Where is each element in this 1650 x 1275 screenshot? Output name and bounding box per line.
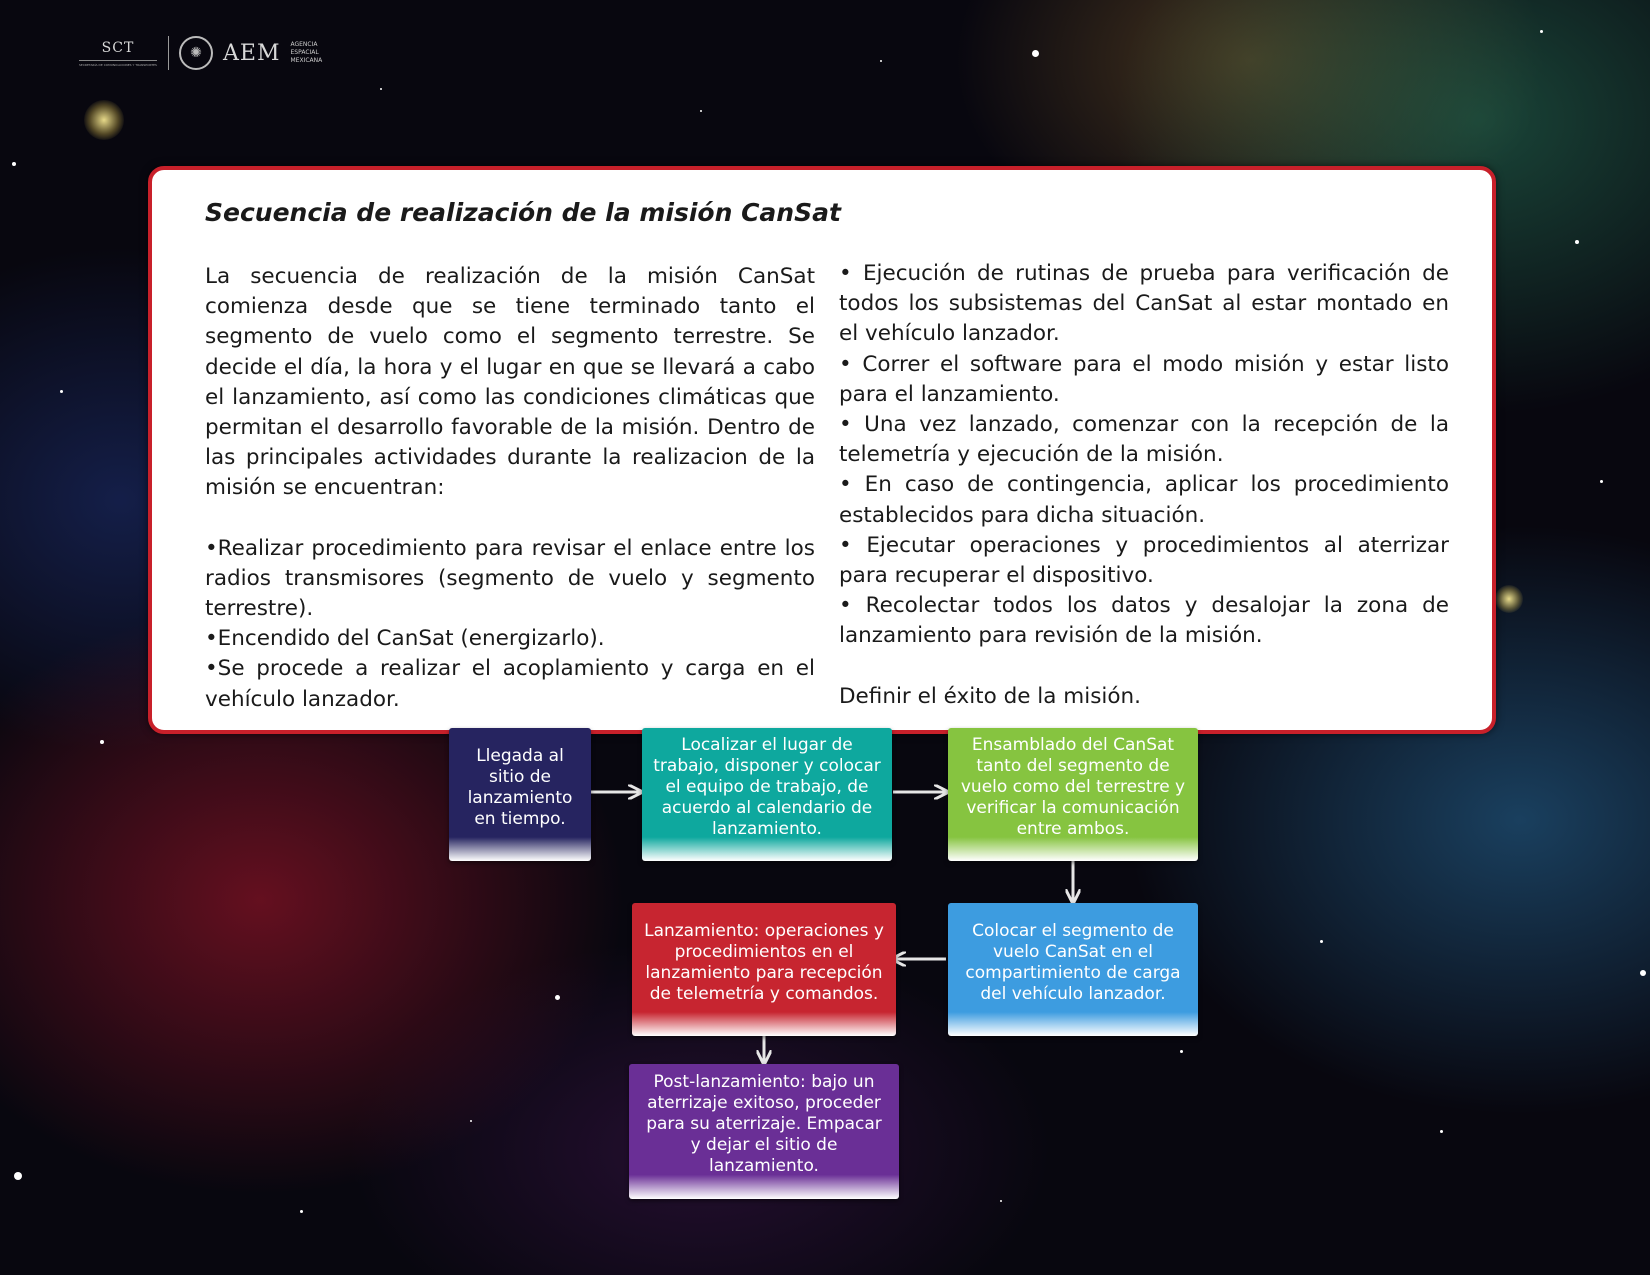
- right-column: [839, 259, 1449, 712]
- national-seal-icon: ✺: [179, 36, 213, 70]
- bullet-item: •Encendido del CanSat (energizarlo).: [205, 626, 605, 652]
- closing-line: Definir el éxito de la misión.: [839, 683, 1141, 709]
- flow-step-assembly: [948, 728, 1198, 861]
- intro-paragraph: La secuencia de realización de la misión CanSat comienza desde que se tiene terminado tanto el segmento de vuelo como el segmento terrestre. Se decide el día, la hora y el lugar en que se llevará a cabo el lanzamiento, así como las condiciones climáticas que permitan el desarrollo favorable de la misión. Dentro de las principales actividades durante la realizacion de la misión se encuentran:: [205, 264, 815, 501]
- paragraph-gap: [205, 504, 815, 534]
- card-title: Secuencia de realización de la misión CanSat: [205, 198, 841, 227]
- bullet-item: •Se procede a realizar el acoplamiento y carga en el vehículo lanzador.: [205, 656, 815, 712]
- aem-agency-name: [290, 41, 322, 65]
- flow-step-locate-site: [642, 728, 892, 861]
- flow-step-text: Colocar el segmento de vuelo CanSat en el compartimiento de carga del vehículo lanzador.: [965, 920, 1181, 1004]
- mission-sequence-card: [148, 166, 1496, 734]
- flow-step-text: Llegada al sitio de lanzamiento en tiempo.: [467, 745, 573, 829]
- flow-step-place-payload: [948, 903, 1198, 1036]
- flow-step-arrival: [449, 728, 591, 861]
- flow-step-text: Ensamblado del CanSat tanto del segmento de vuelo como del terrestre y verificar la comunicación entre ambos.: [960, 735, 1186, 839]
- bullet-item: • En caso de contingencia, aplicar los procedimiento establecidos para dicha situación.: [839, 472, 1449, 528]
- agency-line: ESPACIAL: [290, 49, 319, 56]
- paragraph-gap: [839, 652, 1449, 682]
- flow-step-launch: [632, 903, 896, 1036]
- flow-step-post-launch: [629, 1064, 899, 1199]
- sct-logo-subtext: SECRETARÍA DE COMUNICACIONES Y TRANSPORTES: [79, 60, 157, 67]
- sct-logo: [78, 40, 158, 67]
- bullet-item: • Recolectar todos los datos y desalojar la zona de lanzamiento para revisión de la misión.: [839, 593, 1449, 649]
- flow-step-text: Lanzamiento: operaciones y procedimientos en el lanzamiento para recepción de telemetría y comandos.: [644, 920, 884, 1004]
- agency-line: AGENCIA: [290, 41, 318, 48]
- sct-logo-text: SCT: [101, 39, 135, 56]
- bullet-item: • Ejecución de rutinas de prueba para verificación de todos los subsistemas del CanSat al estar montado en el vehículo lanzador.: [839, 261, 1449, 347]
- bullet-item: • Correr el software para el modo misión y estar listo para el lanzamiento.: [839, 351, 1449, 407]
- agency-line: MEXICANA: [290, 57, 323, 64]
- bullet-item: •Realizar procedimiento para revisar el enlace entre los radios transmisores (segmento de vuelo y segmento terrestre).: [205, 535, 815, 622]
- left-column: [205, 262, 815, 715]
- star-glow: [84, 100, 124, 140]
- flow-step-text: Post-lanzamiento: bajo un aterrizaje exitoso, proceder para su aterrizaje. Empacar y dejar el sitio de lanzamiento.: [646, 1072, 882, 1176]
- bullet-item: • Una vez lanzado, comenzar con la recepción de la telemetría y ejecución de la misión.: [839, 412, 1449, 468]
- header-logos: [78, 34, 322, 72]
- logo-divider: [168, 36, 169, 70]
- bullet-item: • Ejecutar operaciones y procedimientos al aterrizar para recuperar el dispositivo.: [839, 532, 1449, 589]
- aem-logo-text: AEM: [223, 40, 281, 66]
- star-glow: [1495, 585, 1523, 613]
- flow-step-text: Localizar el lugar de trabajo, disponer y colocar el equipo de trabajo, de acuerdo al calendario de lanzamiento.: [653, 735, 881, 839]
